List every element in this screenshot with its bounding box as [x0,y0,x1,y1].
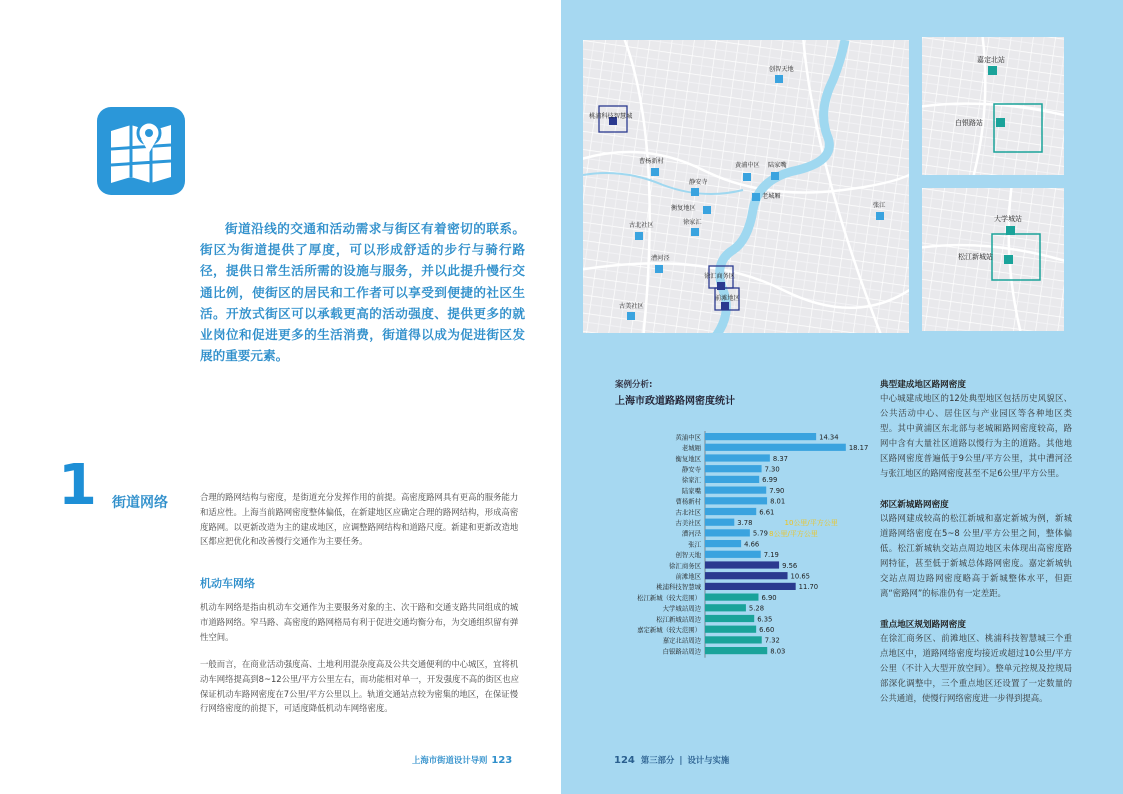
chart-value-label: 4.66 [744,540,760,549]
chart-value-label: 7.32 [764,636,780,645]
heading-suburban: 郊区新城路网密度 [880,500,949,510]
chart-category-label: 桃浦科技智慧城 [656,583,701,592]
chart-category-label: 老城厢 [681,444,701,453]
map-label: 陆家嘴 [768,162,787,169]
chart-category-label: 古北社区 [675,508,701,517]
jiading-map [922,37,1064,175]
map-label: 创智天地 [769,66,794,73]
city-map [583,40,909,333]
chart-bar [705,647,767,654]
chart-value-label: 6.35 [757,615,773,624]
map-label: 大学城站 [994,215,1022,223]
map-label: 衡复地区 [671,205,696,212]
map-label: 老城厢 [762,193,781,200]
map-label: 白银路站 [955,119,983,127]
body-paragraph-3: 一般而言，在商业活动强度高、土地利用混杂度高及公共交通便利的中心城区，宜将机动车网络提高到8~12公里/平方公里左右，而功能相对单一，开发强度不高的街区也应保证机动车路网密度在7公里/平方公里以上。轨道交通站点较为密集的地区，在保证慢行网络密度的前提下，可适度降低机动车网络密度。 [200,659,519,714]
chart-bar [705,551,761,558]
chart-bar [705,636,762,643]
chart-value-label: 8.37 [772,454,789,463]
footer-title: 上海市街道设计导则 [412,755,488,765]
chart-value-label: 10.65 [790,572,811,581]
map-label: 古北社区 [629,222,654,229]
chart-bar [705,572,788,579]
chart-value-label: 7.30 [764,465,780,474]
map-label: 徐家汇 [683,219,702,226]
chart-value-label: 6.60 [759,626,775,634]
chart-value-label: 8.03 [770,647,786,656]
chart-bar [705,444,846,451]
page-number-left: 123 [491,755,513,766]
chart-category-label: 白银路站周边 [662,647,701,656]
chart-bar [705,433,816,440]
page-number-right: 124 [614,755,635,766]
chart-category-label: 徐汇商务区 [669,561,701,570]
chart-category-label: 前滩地区 [675,572,701,581]
map-pin-icon [97,107,185,195]
chart-bar [705,508,756,515]
chart-category-label: 大学城站周边 [662,604,701,613]
footer-right [614,754,729,766]
chart-bar [705,615,754,622]
chart-value-label: 9.56 [782,561,798,570]
case-label: 案例分析: [615,380,653,390]
chart-bar [705,476,759,483]
map-label: 静安寺 [689,179,708,186]
chart-value-label: 6.90 [761,593,777,602]
map-label: 古美社区 [619,303,644,310]
chart-category-label: 松江新城（较大范围） [637,593,701,602]
chart-category-label: 松江新城站周边 [656,615,701,624]
map-label: 曹杨新村 [639,158,664,165]
chart-value-label: 3.78 [737,519,753,527]
chart-bar [705,519,734,526]
chart-bar [705,626,756,633]
chart-bar [705,594,758,601]
chart-category-label: 黄浦中区 [675,433,701,442]
paragraph-suburban: 以路网建成较高的松江新城和嘉定新城为例，新城道路网络密度在5~8 公里/平方公里之间，整体偏低。松江新城轨交站点周边地区未体现出高密度路网特征，甚至低于新城总体路网密度。嘉定新城轨交站点周边路网密度略高于新城整体水平，但距离“密路网”的标准仍有一定差距。 [880,513,1072,598]
map-label: 黄浦中区 [735,162,760,169]
map-label: 徐汇商务区 [704,273,735,280]
chart-value-label: 7.90 [769,486,785,495]
footer-left [412,754,512,766]
chart-category-label: 古美社区 [675,519,701,527]
chart-value-label: 5.28 [748,604,765,613]
chart-category-label: 嘉定北站周边 [662,636,701,645]
footer-separator: | [679,755,683,765]
chart-bar [705,604,746,611]
heading-built-area: 典型建成地区路网密度 [880,380,966,390]
chart-value-label: 6.61 [759,508,775,517]
chart-bar [705,529,750,536]
road-density-chart [585,428,870,663]
section-title: 街道网络 [112,495,168,511]
chart-bar [705,561,779,568]
chart-value-label: 18.17 [848,444,869,453]
chart-value-label: 14.34 [819,433,839,442]
chart-bar [705,487,766,494]
chart-category-label: 徐家汇 [681,476,701,485]
map-label: 桃浦科技智慧城 [589,113,633,120]
chart-value-label: 8.01 [770,497,786,506]
case-title: 上海市政道路路网密度统计 [615,396,735,407]
chart-category-label: 陆家嘴 [681,486,701,495]
songjiang-map [922,188,1064,331]
chart-bar [705,497,767,504]
map-label: 嘉定北站 [977,56,1005,64]
chart-category-label: 嘉定新城（较大范围） [637,626,701,634]
chart-bar [705,454,770,461]
chart-category-label: 张江 [688,540,701,549]
chart-value-label: 6.99 [762,476,778,485]
chart-bar [705,540,741,547]
chart-bar [705,583,796,590]
body-paragraph-2: 机动车网络是指由机动车交通作为主要服务对象的主、次干路和交通支路共同组成的城市道路网络。窄马路、高密度的路网格局有利于促进交通均衡分布，为交通组织留有弹性空间。 [200,602,519,642]
chart-bar [705,465,762,472]
chart-value-label: 5.79 [752,529,769,538]
subsection-title: 机动车网络 [200,577,255,590]
section-number: 1 [58,453,97,518]
chart-category-label: 创智天地 [675,551,701,560]
lead-paragraph: 街道沿线的交通和活动需求与街区有着密切的联系。街区为街道提供了厚度，可以形成舒适的步行与骑行路径，提供日常生活所需的设施与服务，并以此提升慢行交通比例，使街区的居民和工作者可以享受到便捷的社区生活。开放式街区可以承载更高的活动强度、提供更多的就业岗位和促进更多的生活消费，街道得以成为促进街区发展的重要元素。 [200,221,525,364]
left-page [0,0,561,794]
body-paragraph-1: 合理的路网结构与密度，是街道充分发挥作用的前提。高密度路网具有更高的服务能力和适应性。上海当前路网密度整体偏低，在新建地区应确定合理的路网结构，形成高密度路网。以更新改造为主的建成地区，应调整路网结构和道路尺度。新建和更新改造地区都应把优化和改善慢行交通作为主要任务。 [200,492,519,547]
paragraph-built-area: 中心城建成地区的12处典型地区包括历史风貌区、公共活动中心、居住区与产业园区等各种地区类型。其中黄浦区东北部与老城厢路网密度较高，路网中含有大量社区道路以慢行为主的道路。其他地区路网密度普遍低于9公里/平方公里，其中漕河泾与张江地区的路网密度甚至不足6公里/平方公里。 [880,393,1072,478]
footer-part: 第三部分 [640,755,675,765]
chart-category-label: 衡复地区 [675,454,701,463]
map-label: 漕河泾 [651,255,670,262]
chart-category-label: 漕河泾 [681,529,701,538]
chart-reference-label: 10公里/平方公里 [784,519,838,528]
map-label: 张江 [873,202,886,209]
chart-value-label: 7.19 [763,551,779,560]
chart-reference-label: 8公里/平方公里 [769,529,818,538]
chart-value-label: 11.70 [798,583,819,592]
map-label: 前滩地区 [715,295,740,302]
heading-key-areas: 重点地区规划路网密度 [880,620,966,630]
map-label: 松江新城站 [958,253,993,261]
chart-category-label: 静安寺 [681,465,701,474]
footer-section: 设计与实施 [687,755,730,765]
paragraph-key-areas: 在徐汇商务区、前滩地区、桃浦科技智慧城三个重点地区中，道路网络密度均接近或超过10公里/平方公里（不计入大型开放空间）。整单元控规及控规局部深化调整中，三个重点地区还设置了一定数量的公共通道，使慢行网络密度进一步得到提高。 [880,633,1072,703]
chart-category-label: 曹杨新村 [675,497,701,506]
